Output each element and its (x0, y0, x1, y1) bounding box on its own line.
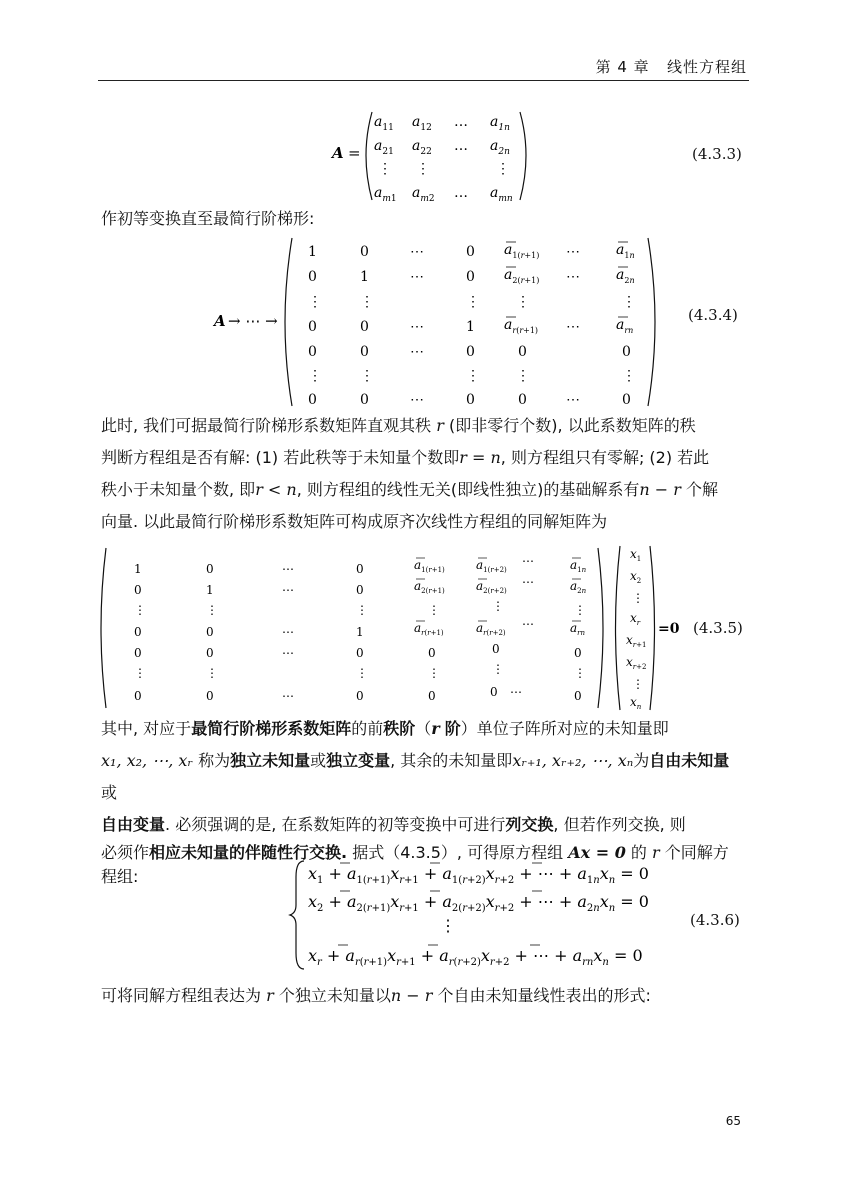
svg-text:⋯: ⋯ (282, 562, 294, 576)
svg-text:0: 0 (206, 562, 214, 576)
svg-text:→ ⋯ →: → ⋯ → (228, 312, 278, 330)
svg-text:⋮: ⋮ (440, 916, 456, 935)
svg-text:0: 0 (518, 392, 527, 408)
running-header (596, 56, 747, 77)
text-run: 秩小于未知量个数, 即 (101, 480, 256, 499)
svg-text:1: 1 (360, 269, 369, 285)
text-bold: 自由变量 (101, 815, 166, 834)
svg-text:a2n: $a_{2n}$ (490, 138, 510, 157)
svg-text:⋯: ⋯ (566, 392, 580, 408)
svg-text:=: = (348, 144, 361, 162)
text-run: , 其余的未知量即 (390, 751, 513, 770)
svg-text:⋮: ⋮ (428, 603, 440, 617)
text-run: 必须作 (101, 843, 150, 862)
svg-text:1: 1 (308, 244, 317, 260)
text-bold: 相应未知量的伴随性行交换. (149, 843, 348, 862)
svg-text:arn: $a_{rn}$ (616, 317, 634, 335)
text-run: ）单位子阵所对应的未知量即 (460, 719, 669, 738)
paragraph (101, 410, 741, 538)
svg-text:⋯: ⋯ (566, 269, 580, 285)
svg-text:xr+2: $x_r+2$ (626, 655, 647, 671)
svg-text:⋯: ⋯ (522, 554, 534, 568)
svg-text:⋯: ⋯ (282, 646, 294, 660)
svg-text:a1(r+2): $a_{1(}r+2$) (476, 558, 507, 574)
svg-text:0: 0 (360, 319, 369, 335)
svg-text:⋮: ⋮ (622, 294, 636, 310)
svg-text:x1: $x_1$ (630, 547, 642, 563)
svg-text:a2(r+2): $a_{2(}r+2$) (476, 579, 507, 595)
equation-4-3-6 (292, 855, 649, 975)
svg-text:0: 0 (622, 392, 631, 408)
svg-text:xn: $x_n$ (630, 695, 642, 711)
math-inline: r (266, 986, 274, 1005)
svg-text:a2n: $a_2n$ (570, 579, 587, 595)
svg-text:0: 0 (356, 583, 364, 597)
svg-text:0: 0 (356, 562, 364, 576)
svg-text:a11: $a_{11}$ (374, 114, 394, 133)
svg-text:1: 1 (356, 625, 364, 639)
chapter-label: 第 4 章 (595, 58, 650, 76)
svg-text:⋮: ⋮ (632, 677, 644, 691)
svg-text:0: 0 (134, 625, 142, 639)
svg-text:0: 0 (308, 344, 317, 360)
math-inline: r (652, 843, 660, 862)
text-bold: 最简行阶梯形系数矩阵 (191, 719, 352, 738)
svg-text:a1(r+1): $a_{1(}r+1$) (414, 558, 445, 574)
svg-text:0: 0 (574, 689, 582, 703)
svg-text:am2: $a_m2$ (412, 185, 435, 204)
svg-text:0: 0 (466, 244, 475, 260)
svg-text:0: 0 (308, 269, 317, 285)
text-run: 个自由未知量线性表出的形式: (437, 986, 651, 1005)
svg-text:0: 0 (518, 344, 527, 360)
svg-text:A: A (332, 144, 344, 162)
equation-number: (4.3.3) (692, 145, 742, 163)
svg-text:⋮: ⋮ (574, 603, 586, 617)
svg-text:0: 0 (134, 689, 142, 703)
svg-text:ar(r+1): $a_r(r+1)$ (414, 621, 444, 637)
svg-text:⋮: ⋮ (360, 368, 374, 384)
equation-number: (4.3.5) (693, 619, 743, 637)
svg-text:0: 0 (622, 344, 631, 360)
text-run: , 但若作列交换, 则 (553, 815, 686, 834)
svg-text:0: 0 (492, 642, 500, 656)
svg-text:a1n: $a_1n$ (616, 242, 635, 260)
svg-text:⋮: ⋮ (632, 591, 644, 605)
svg-text:⋮: ⋮ (206, 603, 218, 617)
text-run: 个解 (686, 480, 719, 499)
text-run: 此时, 我们可据最简行阶梯形系数矩阵直观其秩 (101, 416, 432, 435)
svg-text:⋯: ⋯ (522, 575, 534, 589)
svg-text:a1n: $a_1n$ (570, 558, 587, 574)
svg-text:arn: $a_{rn}$ (570, 621, 586, 637)
equation-4-3-5 (98, 542, 688, 717)
text-run: 可将同解方程组表达为 (101, 986, 262, 1005)
svg-text:0: 0 (360, 344, 369, 360)
svg-text:a2n: $a_2n$ (616, 267, 635, 285)
svg-text:x2: $x_2$ (630, 569, 642, 585)
svg-text:0: 0 (490, 685, 498, 699)
svg-text:⋯: ⋯ (410, 392, 424, 408)
text-run: 或 (310, 751, 327, 770)
svg-text:⋮: ⋮ (492, 662, 504, 676)
svg-text:xr: $x_r$ (630, 611, 641, 627)
svg-text:0: 0 (308, 319, 317, 335)
svg-text:⋮: ⋮ (574, 666, 586, 680)
svg-text:⋮: ⋮ (516, 368, 530, 384)
svg-text:0: 0 (356, 689, 364, 703)
svg-text:⋯: ⋯ (282, 625, 294, 639)
text-run: 的 (630, 843, 647, 862)
text-run: 或 (101, 783, 118, 802)
svg-text:0: 0 (574, 646, 582, 660)
text-run: . 必须强调的是, 在系数矩阵的初等变换中可进行 (165, 815, 506, 834)
text-run: , 则方程组的线性无关(即线性独立)的基础解系有 (296, 480, 640, 499)
text-run: 其中, 对应于 (101, 719, 192, 738)
svg-text:0: 0 (466, 269, 475, 285)
svg-text:0: 0 (466, 392, 475, 408)
svg-text:⋯: ⋯ (566, 244, 580, 260)
svg-text:⋮: ⋮ (496, 161, 510, 177)
svg-text:ar(r+1): $a_r(r+1)$ (504, 317, 539, 335)
paragraph (101, 980, 741, 1012)
chapter-title: 线性方程组 (666, 58, 747, 76)
svg-text:⋯: ⋯ (510, 685, 522, 699)
text-bold: 自由未知量 (649, 751, 730, 770)
svg-text:⋯: ⋯ (410, 269, 424, 285)
svg-text:⋮: ⋮ (360, 294, 374, 310)
svg-text:=0: =0 (658, 621, 680, 637)
math-inline: n − r (390, 986, 433, 1005)
paragraph: 作初等变换直至最简行阶梯形: (101, 209, 315, 228)
svg-text:0: 0 (206, 625, 214, 639)
svg-text:a12: $a_{12}$ (412, 114, 432, 133)
svg-text:a2(r+1): $a_{2(}r+1$) (504, 267, 540, 285)
text-run: 个独立未知量以 (278, 986, 391, 1005)
svg-text:⋯: ⋯ (410, 319, 424, 335)
svg-text:⋮: ⋮ (206, 666, 218, 680)
svg-text:⋮: ⋮ (516, 294, 530, 310)
math-inline: r < n (255, 480, 297, 499)
math-inline: x₁, x₂, ⋯, xᵣ (101, 751, 193, 770)
svg-text:⋮: ⋮ (416, 161, 430, 177)
equation-4-3-3 (330, 100, 540, 210)
math-inline: r (431, 719, 440, 738)
svg-text:a1n: $a_{1n}$ (490, 114, 510, 133)
svg-text:1: 1 (206, 583, 214, 597)
svg-text:⋮: ⋮ (622, 368, 636, 384)
svg-text:0: 0 (428, 646, 436, 660)
svg-text:⋮: ⋮ (308, 294, 322, 310)
svg-text:…: … (454, 114, 468, 130)
svg-text:⋯: ⋯ (282, 689, 294, 703)
text-run: 个同解方 (664, 843, 729, 862)
svg-text:x1 + a1(r+1)xr+1 + a1(r+2)xr+2: $x_1 + a_{1(}r+1)x_r+1 + a_{1(}r+2)x_r+2$ + ⋯ + $a_1nx_n = 0$ (308, 864, 649, 886)
text-run: 程组: (101, 867, 139, 886)
svg-text:⋮: ⋮ (466, 368, 480, 384)
page-number: 65 (725, 1114, 741, 1128)
svg-text:⋮: ⋮ (356, 603, 368, 617)
text-run: 为 (633, 751, 650, 770)
svg-text:⋯: ⋯ (410, 244, 424, 260)
svg-text:0: 0 (308, 392, 317, 408)
svg-text:0: 0 (356, 646, 364, 660)
svg-text:xr + ar(r+1)xr+1 + ar(r+2)xr+2: $x_r + a_r(r+1)x_r+1 + a_r(r+2)x_r+2$ + ⋯ + $a_{rn}x_n = 0$ (308, 946, 643, 968)
svg-text:⋯: ⋯ (282, 583, 294, 597)
svg-text:0: 0 (428, 689, 436, 703)
svg-text:⋮: ⋮ (308, 368, 322, 384)
svg-text:ar(r+2): $a_r(r+2)$ (476, 621, 506, 637)
text-run: 称为 (198, 751, 231, 770)
svg-text:⋮: ⋮ (356, 666, 368, 680)
text-bold: 阶 (444, 719, 461, 738)
header-rule (98, 80, 749, 81)
svg-text:⋮: ⋮ (134, 603, 146, 617)
svg-text:x2 + a2(r+1)xr+1 + a2(r+2)xr+2: $x_2 + a_{2(}r+1)x_r+1 + a_{2(}r+2)x_r+2$ + ⋯ + $a_2nx_n = 0$ (308, 892, 649, 914)
text-bold: 独立未知量 (230, 751, 311, 770)
svg-text:⋯: ⋯ (522, 617, 534, 631)
math-inline: r = n (459, 448, 501, 467)
svg-text:…: … (454, 185, 468, 201)
math-inline: n − r (639, 480, 681, 499)
svg-text:⋮: ⋮ (378, 161, 392, 177)
svg-text:⋮: ⋮ (466, 294, 480, 310)
svg-text:am1: $a_m1$ (374, 185, 397, 204)
svg-text:xr+1: $x_r+1$ (626, 633, 647, 649)
svg-text:0: 0 (466, 344, 475, 360)
svg-text:amn: $a_{mn}$ (490, 185, 513, 204)
svg-text:a21: $a_{21}$ (374, 138, 394, 157)
text-run: 的前 (351, 719, 384, 738)
equation-4-3-4 (212, 232, 662, 412)
svg-text:a1(r+1): $a_{1(}r+1$) (504, 242, 540, 260)
svg-text:⋯: ⋯ (566, 319, 580, 335)
svg-text:⋯: ⋯ (410, 344, 424, 360)
math-inline: xᵣ₊₁, xᵣ₊₂, ⋯, xₙ (512, 751, 634, 770)
math-inline: Ax = 0 (568, 843, 626, 862)
svg-text:A: A (214, 312, 226, 330)
svg-text:⋮: ⋮ (492, 599, 504, 613)
svg-text:0: 0 (134, 583, 142, 597)
text-run: 据式（4.3.5）, 可得原方程组 (347, 843, 564, 862)
svg-text:⋮: ⋮ (134, 666, 146, 680)
svg-text:⋮: ⋮ (428, 666, 440, 680)
svg-text:0: 0 (360, 244, 369, 260)
svg-text:1: 1 (134, 562, 142, 576)
svg-text:0: 0 (206, 646, 214, 660)
text-bold: 独立变量 (326, 751, 391, 770)
equation-number: (4.3.4) (688, 306, 738, 324)
svg-text:1: 1 (466, 319, 475, 335)
svg-text:0: 0 (206, 689, 214, 703)
svg-text:0: 0 (134, 646, 142, 660)
text-run: , 则方程组只有零解; (2) 若此 (500, 448, 710, 467)
svg-text:…: … (454, 138, 468, 154)
equation-number: (4.3.6) (690, 911, 740, 929)
math-inline: r (436, 416, 444, 435)
text-run: （ (415, 719, 432, 738)
text-bold: 列交换 (505, 815, 554, 834)
text-run: 判断方程组是否有解: (1) 若此秩等于未知量个数即 (101, 448, 460, 467)
svg-text:a22: $a_{22}$ (412, 138, 432, 157)
text-run: 向量. 以此最简行阶梯形系数矩阵可构成原齐次线性方程组的同解矩阵为 (101, 512, 608, 531)
text-bold: 秩阶 (383, 719, 416, 738)
svg-text:0: 0 (360, 392, 369, 408)
text-run: (即非零行个数), 以此系数矩阵的秩 (449, 416, 696, 435)
svg-text:a2(r+1): $a_{2(}r+1$) (414, 579, 445, 595)
